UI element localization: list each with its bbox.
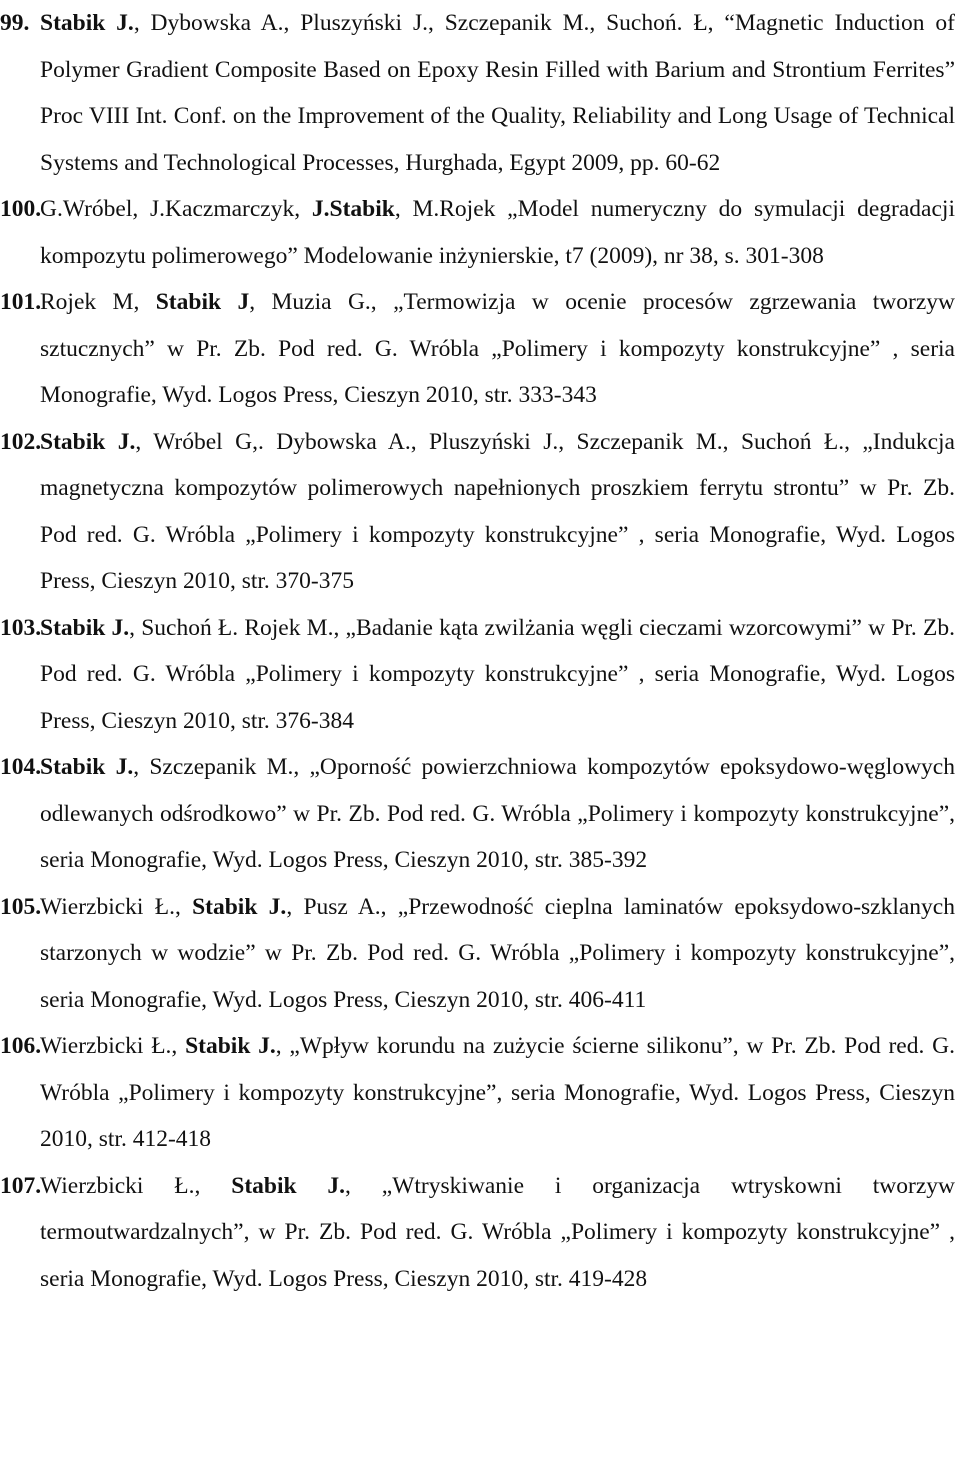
reference-text: , Wróbel G,. Dybowska A., Pluszyński J., Szczepanik M., Suchoń Ł., „Indukcja magnetyczna kompozytów polimerowych napełnionych proszkiem ferrytu strontu” w Pr. Zb. Pod red. G. Wróbla „Polimery i kompozyty konstrukcyjne” , seria Monografie, Wyd. Logos Press, Cieszyn 2010, str. 370-375	[40, 428, 955, 594]
reference-text: , Szczepanik M., „Oporność powierzchniowa kompozytów epoksydowo-węglowych odlewanych odśrodkowo” w Pr. Zb. Pod red. G. Wróbla „Polimery i kompozyty konstrukcyjne”, seria Monografie, Wyd. Logos Press, Cieszyn 2010, str. 385-392	[40, 754, 955, 873]
reference-number: 103.	[0, 614, 42, 641]
reference-number: 101.	[0, 289, 42, 315]
reference-text: Rojek M,	[40, 289, 156, 315]
reference-entry	[0, 419, 955, 605]
reference-entry	[0, 744, 955, 884]
reference-text: Wierzbicki Ł.,	[40, 1033, 186, 1059]
reference-author-highlight: Stabik J.	[192, 893, 287, 920]
reference-entry	[0, 186, 955, 279]
reference-text: , Muzia G., „Termowizja w ocenie procesów zgrzewania tworzyw sztucznych” w Pr. Zb. Pod red. G. Wróbla „Polimery i kompozyty konstrukcyjne” , seria Monografie, Wyd. Logos Press, Cieszyn 2010, str. 333-343	[40, 289, 956, 408]
reference-text: Wierzbicki Ł.,	[40, 893, 193, 920]
reference-author-highlight: J.Stabik	[311, 196, 395, 222]
reference-entry	[0, 0, 955, 186]
reference-entry	[0, 605, 955, 745]
reference-number: 107.	[0, 1172, 42, 1199]
reference-entry	[0, 884, 955, 1024]
reference-entry	[0, 279, 955, 419]
reference-number: 102.	[0, 428, 42, 455]
reference-number: 104.	[0, 754, 42, 780]
reference-text: , „Wpływ korundu na zużycie ścierne silikonu”, w Pr. Zb. Pod red. G. Wróbla „Polimery i kompozyty konstrukcyjne”, seria Monografie, Wyd. Logos Press, Cieszyn 2010, str. 412-418	[40, 1033, 955, 1152]
reference-number: 106.	[0, 1033, 42, 1059]
reference-text: , Dybowska A., Pluszyński J., Szczepanik M., Suchoń. Ł, “Magnetic Induction of Polymer Gradient Composite Based on Epoxy Resin Filled with Barium and Strontium Ferrites” Proc VIII Int. Conf. on the Improvement of the Quality, Reliability and Long Usage of Technical Systems and Technological Processes, Hurghada, Egypt 2009, pp. 60-62	[40, 10, 955, 176]
reference-text: Wierzbicki Ł.,	[40, 1172, 232, 1199]
reference-number: 100.	[0, 196, 42, 222]
reference-text: , Suchoń Ł. Rojek M., „Badanie kąta zwilżania węgli cieczami wzorcowymi” w Pr. Zb. Pod red. G. Wróbla „Polimery i kompozyty konstrukcyjne” , seria Monografie, Wyd. Logos Press, Cieszyn 2010, str. 376-384	[40, 614, 955, 734]
reference-text: , M.Rojek „Model numeryczny do symulacji degradacji kompozytu polimerowego” Modelowanie inżynierskie, t7 (2009), nr 38, s. 301-308	[40, 196, 955, 269]
reference-text: G.Wróbel, J.Kaczmarczyk,	[40, 196, 312, 222]
reference-number: 99.	[0, 10, 30, 36]
reference-entry	[0, 1023, 955, 1163]
reference-author-highlight: Stabik J.	[40, 614, 130, 641]
reference-entry	[0, 1163, 955, 1303]
reference-author-highlight: Stabik J.	[185, 1033, 276, 1059]
reference-text: , Pusz A., „Przewodność cieplna laminatów epoksydowo-szklanych starzonych w wodzie” w Pr. Zb. Pod red. G. Wróbla „Polimery i kompozyty konstrukcyjne”, seria Monografie, Wyd. Logos Press, Cieszyn 2010, str. 406-411	[40, 893, 955, 1013]
reference-author-highlight: Stabik J.	[40, 754, 134, 780]
reference-number: 105.	[0, 893, 42, 920]
reference-author-highlight: Stabik J.	[231, 1172, 346, 1199]
reference-text: , „Wtryskiwanie i organizacja wtryskowni tworzyw termoutwardzalnych”, w Pr. Zb. Pod red. G. Wróbla „Polimery i kompozyty konstrukcyjne” , seria Monografie, Wyd. Logos Press, Cieszyn 2010, str. 419-428	[40, 1172, 955, 1292]
reference-author-highlight: Stabik J	[155, 289, 250, 315]
reference-author-highlight: Stabik J.	[40, 428, 136, 455]
reference-author-highlight: Stabik J.	[40, 10, 134, 36]
